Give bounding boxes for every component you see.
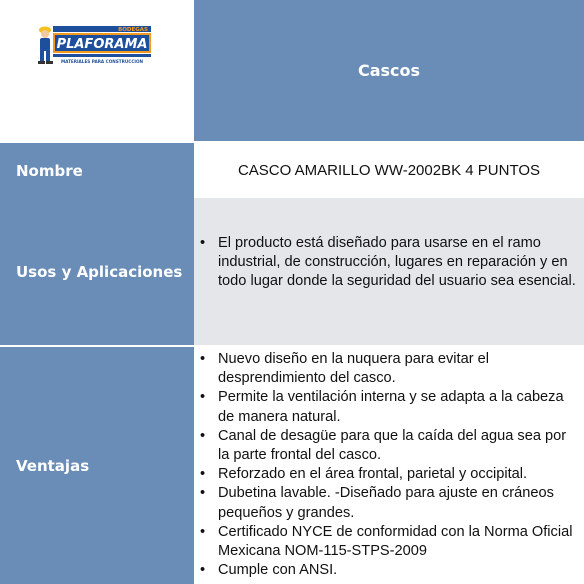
name-label: Nombre bbox=[16, 161, 83, 180]
product-name: CASCO AMARILLO WW-2002BK 4 PUNTOS bbox=[237, 161, 541, 179]
page-title: Cascos bbox=[357, 61, 421, 80]
header-title-cell bbox=[194, 0, 584, 141]
list-item: • Certificado NYCE de conformidad con la Norma Oficial Mexicana NOM-115-STPS-2009 bbox=[194, 523, 580, 561]
list-item: • El producto está diseñado para usarse en el ramo industrial, de construcción, lugares en reparación y en todo lugar donde la seguridad del usuario sea esencial. bbox=[194, 234, 580, 292]
list-item: • Nuevo diseño en la nuquera para evitar el desprendimiento del casco. bbox=[194, 350, 580, 388]
uses-label-cell bbox=[0, 198, 194, 345]
advantages-list bbox=[194, 350, 580, 580]
list-item: • Cumple con ANSI. bbox=[194, 561, 580, 580]
list-item: • Dubetina lavable. -Diseñado para ajuste en cráneos pequeños y grandes. bbox=[194, 484, 580, 522]
logo-tagline: MATERIALES PARA CONSTRUCCION bbox=[60, 59, 144, 64]
logo-brand: PLAFORAMA bbox=[56, 37, 148, 52]
logo-cell bbox=[0, 0, 148, 141]
list-item: • Reforzado en el área frontal, parietal y occipital. bbox=[194, 465, 580, 484]
name-label-cell bbox=[0, 143, 194, 198]
uses-list bbox=[194, 234, 580, 292]
plaforama-logo bbox=[35, 22, 155, 68]
list-item: • Canal de desagüe para que la caída del agua sea por la parte frontal del casco. bbox=[194, 427, 580, 465]
name-value-cell bbox=[194, 143, 584, 198]
worker-mascot-icon bbox=[38, 27, 53, 65]
list-item: • Permite la ventilación interna y se adapta a la cabeza de manera natural. bbox=[194, 388, 580, 426]
uses-value-cell bbox=[194, 198, 584, 345]
uses-label: Usos y Aplicaciones bbox=[16, 262, 183, 281]
advantages-label-cell bbox=[0, 347, 194, 584]
advantages-value-cell bbox=[194, 347, 584, 584]
advantages-label: Ventajas bbox=[16, 456, 90, 475]
logo-small-text: BODEGAS bbox=[118, 27, 148, 33]
